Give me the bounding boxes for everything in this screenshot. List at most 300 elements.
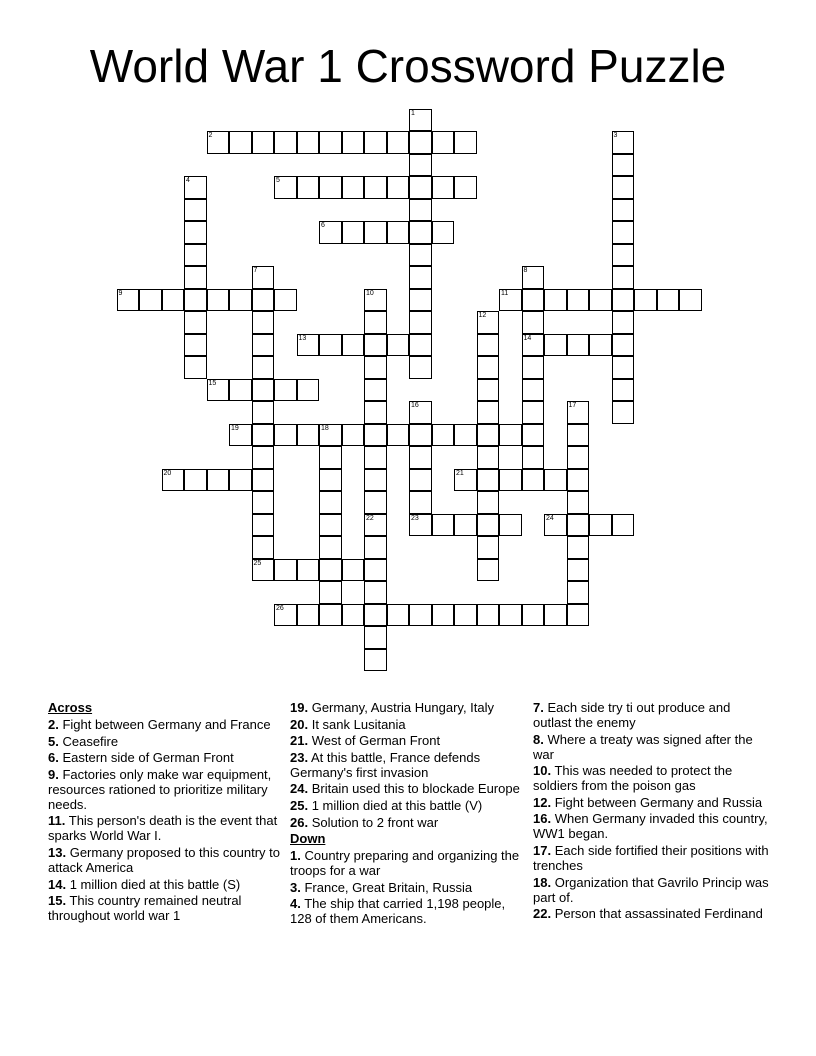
clue-item	[290, 733, 526, 748]
clue-number: 13.	[48, 844, 67, 860]
clue-item	[290, 896, 526, 926]
grid-cell[interactable]	[522, 401, 545, 424]
grid-cell[interactable]	[612, 176, 635, 199]
grid-cell[interactable]	[364, 649, 387, 672]
grid-cell[interactable]	[319, 469, 342, 492]
grid-cell[interactable]	[679, 289, 702, 312]
grid-cell[interactable]	[162, 469, 185, 492]
grid-cell[interactable]	[319, 559, 342, 582]
clue-item	[290, 848, 526, 878]
grid-cell[interactable]	[567, 581, 590, 604]
grid-cell[interactable]	[229, 469, 252, 492]
clue-item	[48, 845, 284, 875]
grid-cell[interactable]	[252, 266, 275, 289]
grid-cell[interactable]	[364, 401, 387, 424]
grid-cell[interactable]	[252, 446, 275, 469]
grid-cell[interactable]	[522, 311, 545, 334]
grid-cell[interactable]	[612, 266, 635, 289]
grid-cell[interactable]	[319, 221, 342, 244]
clue-number: 1.	[290, 848, 301, 864]
grid-cell[interactable]	[477, 401, 500, 424]
grid-cell[interactable]	[319, 514, 342, 537]
grid-cell[interactable]	[274, 559, 297, 582]
clue-item	[533, 906, 769, 921]
clue-item	[48, 877, 284, 892]
grid-cell[interactable]	[364, 514, 387, 537]
grid-cell[interactable]	[274, 379, 297, 402]
clue-text: This person's death is the event that sparks World War I.	[48, 813, 278, 844]
cell-number: 20	[163, 469, 172, 477]
clue-number: 3.	[290, 879, 301, 895]
grid-cell[interactable]	[567, 514, 590, 537]
grid-cell[interactable]	[522, 446, 545, 469]
grid-cell[interactable]	[612, 514, 635, 537]
grid-cell[interactable]	[342, 604, 365, 627]
grid-cell[interactable]	[499, 514, 522, 537]
grid-cell[interactable]	[612, 289, 635, 312]
clue-text: West of German Front	[311, 733, 441, 749]
grid-cell[interactable]	[454, 424, 477, 447]
grid-cell[interactable]	[612, 311, 635, 334]
cell-number: 17	[568, 402, 577, 409]
grid-cell[interactable]	[522, 379, 545, 402]
grid-cell[interactable]	[567, 559, 590, 582]
clue-item	[533, 811, 769, 841]
grid-cell[interactable]	[432, 131, 455, 154]
grid-cell[interactable]	[522, 334, 545, 357]
grid-cell[interactable]	[364, 311, 387, 334]
grid-cell[interactable]	[567, 401, 590, 424]
grid-cell[interactable]	[409, 356, 432, 379]
cell-number: 4	[186, 177, 190, 184]
grid-cell[interactable]	[612, 379, 635, 402]
grid-cell[interactable]	[567, 469, 590, 492]
clue-item	[290, 798, 526, 813]
grid-cell[interactable]	[274, 131, 297, 154]
grid-cell[interactable]	[162, 289, 185, 312]
grid-cell[interactable]	[139, 289, 162, 312]
grid-cell[interactable]	[409, 311, 432, 334]
clue-text: When Germany invaded this country, WW1 began.	[533, 811, 768, 842]
grid-cell[interactable]	[274, 176, 297, 199]
clue-text: Germany, Austria Hungary, Italy	[311, 700, 495, 715]
grid-cell[interactable]	[522, 424, 545, 447]
grid-cell[interactable]	[409, 424, 432, 447]
grid-cell[interactable]	[477, 559, 500, 582]
grid-cell[interactable]	[409, 199, 432, 222]
clue-text: 1 million died at this battle (V)	[311, 797, 483, 813]
grid-cell[interactable]	[297, 176, 320, 199]
grid-cell[interactable]	[252, 559, 275, 582]
clue-text: Person that assassinated Ferdinand	[554, 906, 763, 922]
grid-cell[interactable]	[409, 334, 432, 357]
clue-number: 9.	[48, 766, 59, 782]
grid-cell[interactable]	[499, 289, 522, 312]
clue-text: Where a treaty was signed after the war	[533, 731, 753, 762]
grid-cell[interactable]	[544, 514, 567, 537]
grid-cell[interactable]	[274, 289, 297, 312]
page-title: World War 1 Crossword Puzzle	[89, 40, 727, 92]
grid-cell[interactable]	[364, 446, 387, 469]
grid-cell[interactable]	[409, 266, 432, 289]
grid-cell[interactable]	[409, 131, 432, 154]
grid-cell[interactable]	[229, 131, 252, 154]
grid-cell[interactable]	[409, 604, 432, 627]
grid-cell[interactable]	[364, 176, 387, 199]
grid-cell[interactable]	[252, 289, 275, 312]
grid-cell[interactable]	[544, 334, 567, 357]
cell-number: 7	[253, 267, 258, 274]
clue-item	[48, 750, 284, 765]
grid-cell[interactable]	[387, 221, 410, 244]
clue-item	[48, 767, 284, 812]
clue-number: 22.	[533, 906, 552, 922]
grid-cell[interactable]	[522, 604, 545, 627]
grid-cell[interactable]	[252, 514, 275, 537]
clue-text: France, Great Britain, Russia	[304, 879, 473, 895]
cell-number: 13	[298, 334, 307, 342]
cell-number: 8	[523, 267, 528, 274]
grid-cell[interactable]	[567, 536, 590, 559]
clue-number: 15.	[48, 893, 67, 909]
grid-cell[interactable]	[432, 176, 455, 199]
grid-cell[interactable]	[297, 559, 320, 582]
clue-number: 8.	[533, 731, 544, 747]
cell-number: 14	[523, 334, 532, 342]
clue-item	[533, 732, 769, 762]
grid-cell[interactable]	[364, 559, 387, 582]
grid-cell[interactable]	[477, 311, 500, 334]
grid-cell[interactable]	[252, 536, 275, 559]
grid-cell[interactable]	[184, 199, 207, 222]
grid-cell[interactable]	[567, 446, 590, 469]
grid-cell[interactable]	[387, 131, 410, 154]
grid-cell[interactable]	[342, 221, 365, 244]
grid-cell[interactable]	[364, 491, 387, 514]
cell-number: 19	[231, 424, 239, 432]
grid-cell[interactable]	[544, 469, 567, 492]
grid-cell[interactable]	[409, 446, 432, 469]
grid-cell[interactable]	[409, 289, 432, 312]
grid-cell[interactable]	[409, 491, 432, 514]
grid-cell[interactable]	[364, 379, 387, 402]
grid-cell[interactable]	[319, 176, 342, 199]
grid-cell[interactable]	[477, 356, 500, 379]
grid-cell[interactable]	[184, 266, 207, 289]
grid-cell[interactable]	[567, 424, 590, 447]
grid-cell[interactable]	[432, 514, 455, 537]
grid-cell[interactable]	[477, 334, 500, 357]
grid-cell[interactable]	[612, 356, 635, 379]
clue-number: 10.	[533, 763, 552, 779]
grid-cell[interactable]	[454, 604, 477, 627]
grid-cell[interactable]	[409, 176, 432, 199]
grid-cell[interactable]	[522, 469, 545, 492]
grid-cell[interactable]	[567, 334, 590, 357]
grid-cell[interactable]	[184, 289, 207, 312]
clue-text: Each side try ti out produce and outlast the enemy	[533, 700, 731, 730]
grid-cell[interactable]	[387, 424, 410, 447]
grid-cell[interactable]	[297, 424, 320, 447]
grid-cell[interactable]	[612, 401, 635, 424]
grid-cell[interactable]	[364, 604, 387, 627]
clue-number: 4.	[290, 896, 301, 912]
down-heading: Down	[290, 831, 326, 847]
clue-column-2	[290, 700, 526, 928]
grid-cell[interactable]	[612, 131, 635, 154]
cell-number: 3	[613, 132, 618, 139]
grid-cell[interactable]	[342, 131, 365, 154]
grid-cell[interactable]	[297, 379, 320, 402]
grid-cell[interactable]	[342, 334, 365, 357]
grid-cell[interactable]	[184, 334, 207, 357]
clue-number: 5.	[48, 733, 59, 749]
cell-number: 12	[478, 312, 487, 319]
grid-cell[interactable]	[364, 626, 387, 649]
grid-cell[interactable]	[544, 604, 567, 627]
clue-item	[48, 893, 284, 923]
grid-cell[interactable]	[499, 469, 522, 492]
grid-cell[interactable]	[252, 401, 275, 424]
clue-text: Solution to 2 front war	[311, 814, 439, 830]
grid-cell[interactable]	[342, 176, 365, 199]
clue-number: 6.	[48, 750, 59, 766]
grid-cell[interactable]	[477, 424, 500, 447]
grid-cell[interactable]	[252, 424, 275, 447]
grid-cell[interactable]	[207, 131, 230, 154]
clue-item	[290, 781, 526, 796]
cell-number: 22	[366, 514, 374, 522]
grid-cell[interactable]	[319, 446, 342, 469]
grid-cell[interactable]	[207, 469, 230, 492]
grid-cell[interactable]	[477, 469, 500, 492]
grid-cell[interactable]	[387, 334, 410, 357]
clue-number: 11.	[48, 813, 66, 829]
grid-cell[interactable]	[522, 289, 545, 312]
clue-number: 20.	[290, 716, 309, 732]
grid-cell[interactable]	[252, 379, 275, 402]
grid-cell[interactable]	[477, 491, 500, 514]
grid-cell[interactable]	[567, 491, 590, 514]
grid-cell[interactable]	[634, 289, 657, 312]
clue-item	[290, 717, 526, 732]
clue-text: Each side fortified their positions with trenches	[533, 842, 769, 873]
grid-cell[interactable]	[364, 131, 387, 154]
grid-cell[interactable]	[409, 514, 432, 537]
clue-text: Fight between Germany and France	[62, 717, 271, 732]
clue-item	[533, 795, 769, 810]
grid-cell[interactable]	[252, 334, 275, 357]
clue-item	[48, 813, 284, 843]
cell-number: 23	[411, 514, 419, 522]
grid-cell[interactable]	[364, 469, 387, 492]
grid-cell[interactable]	[612, 221, 635, 244]
grid-cell[interactable]	[184, 176, 207, 199]
cell-number: 11	[501, 289, 509, 297]
clue-number: 25.	[290, 797, 309, 813]
clue-number: 18.	[533, 874, 552, 890]
clue-text: Britain used this to blockade Europe	[311, 781, 520, 797]
clue-item	[290, 815, 526, 830]
grid-cell[interactable]	[454, 131, 477, 154]
clue-text: Ceasefire	[62, 733, 119, 749]
clue-column-1	[48, 700, 284, 925]
grid-cell[interactable]	[319, 491, 342, 514]
clue-item	[533, 875, 769, 905]
grid-cell[interactable]	[252, 469, 275, 492]
grid-cell[interactable]	[589, 334, 612, 357]
grid-cell[interactable]	[319, 581, 342, 604]
grid-cell[interactable]	[477, 379, 500, 402]
clue-text: At this battle, France defends Germany's first invasion	[290, 749, 481, 780]
cell-number: 6	[321, 222, 325, 229]
clue-item	[533, 763, 769, 793]
grid-cell[interactable]	[477, 446, 500, 469]
grid-cell[interactable]	[364, 334, 387, 357]
clue-text: Germany proposed to this country to attack America	[48, 844, 280, 875]
grid-cell[interactable]	[499, 604, 522, 627]
cell-number: 5	[276, 177, 280, 184]
cell-number: 16	[411, 402, 419, 409]
grid-cell[interactable]	[589, 514, 612, 537]
grid-cell[interactable]	[342, 424, 365, 447]
grid-cell[interactable]	[612, 334, 635, 357]
grid-cell[interactable]	[409, 244, 432, 267]
cell-number: 9	[118, 289, 123, 297]
clue-item	[533, 700, 769, 730]
grid-cell[interactable]	[567, 604, 590, 627]
cell-number: 10	[366, 289, 374, 297]
grid-cell[interactable]	[409, 401, 432, 424]
grid-cell[interactable]	[252, 311, 275, 334]
cell-number: 25	[253, 559, 262, 567]
grid-cell[interactable]	[364, 356, 387, 379]
cell-number: 24	[546, 514, 554, 522]
grid-cell[interactable]	[364, 424, 387, 447]
clue-column-3	[533, 700, 769, 923]
clue-number: 24.	[290, 781, 309, 797]
grid-cell[interactable]	[499, 424, 522, 447]
clue-item	[533, 843, 769, 873]
grid-cell[interactable]	[184, 221, 207, 244]
grid-cell[interactable]	[522, 266, 545, 289]
across-heading: Across	[48, 700, 93, 715]
grid-cell[interactable]	[297, 604, 320, 627]
grid-cell[interactable]	[117, 289, 140, 312]
grid-cell[interactable]	[364, 289, 387, 312]
grid-cell[interactable]	[252, 491, 275, 514]
grid-cell[interactable]	[274, 424, 297, 447]
grid-cell[interactable]	[297, 131, 320, 154]
clue-number: 16.	[533, 811, 552, 827]
grid-cell[interactable]	[589, 289, 612, 312]
grid-cell[interactable]	[409, 469, 432, 492]
grid-cell[interactable]	[184, 311, 207, 334]
grid-cell[interactable]	[612, 244, 635, 267]
grid-cell[interactable]	[184, 244, 207, 267]
clue-number: 19.	[290, 700, 309, 715]
clue-number: 7.	[533, 700, 544, 715]
grid-cell[interactable]	[432, 221, 455, 244]
cell-number: 18	[321, 424, 329, 432]
grid-cell[interactable]	[207, 379, 230, 402]
clue-text: Fight between Germany and Russia	[554, 794, 763, 810]
clue-item	[48, 717, 284, 732]
grid-cell[interactable]	[319, 536, 342, 559]
grid-cell[interactable]	[432, 604, 455, 627]
grid-cell[interactable]	[319, 131, 342, 154]
clue-text: This country remained neutral throughout world war 1	[48, 893, 242, 924]
grid-cell[interactable]	[387, 604, 410, 627]
grid-cell[interactable]	[319, 604, 342, 627]
grid-cell[interactable]	[567, 289, 590, 312]
grid-cell[interactable]	[544, 289, 567, 312]
grid-cell[interactable]	[364, 536, 387, 559]
grid-cell[interactable]	[387, 176, 410, 199]
cell-number: 21	[456, 469, 464, 477]
clue-text: Organization that Gavrilo Princip was part of.	[533, 874, 769, 905]
clue-number: 21.	[290, 733, 309, 749]
clue-item	[290, 880, 526, 895]
grid-cell[interactable]	[184, 356, 207, 379]
cell-number: 1	[411, 109, 415, 117]
grid-cell[interactable]	[477, 514, 500, 537]
grid-cell[interactable]	[319, 334, 342, 357]
grid-cell[interactable]	[454, 176, 477, 199]
grid-cell[interactable]	[477, 536, 500, 559]
clue-number: 2.	[48, 717, 59, 732]
grid-cell[interactable]	[229, 289, 252, 312]
grid-cell[interactable]	[522, 356, 545, 379]
grid-cell[interactable]	[657, 289, 680, 312]
grid-cell[interactable]	[409, 154, 432, 177]
grid-cell[interactable]	[364, 221, 387, 244]
grid-cell[interactable]	[612, 199, 635, 222]
clue-item	[48, 734, 284, 749]
grid-cell[interactable]	[342, 559, 365, 582]
clue-text: 1 million died at this battle (S)	[69, 876, 241, 892]
grid-cell[interactable]	[432, 424, 455, 447]
clue-number: 23.	[290, 749, 309, 765]
grid-cell[interactable]	[274, 604, 297, 627]
clue-text: Country preparing and organizing the troops for a war	[290, 848, 520, 879]
grid-cell[interactable]	[319, 424, 342, 447]
grid-cell[interactable]	[252, 356, 275, 379]
clue-text: Eastern side of German Front	[62, 750, 234, 766]
grid-cell[interactable]	[297, 334, 320, 357]
grid-cell[interactable]	[229, 424, 252, 447]
grid-cell[interactable]	[364, 581, 387, 604]
cell-number: 26	[276, 604, 284, 612]
clue-text: Factories only make war equipment, resources rationed to prioritize military needs.	[48, 766, 272, 812]
grid-cell[interactable]	[229, 379, 252, 402]
clue-number: 17.	[533, 842, 552, 858]
clue-text: It sank Lusitania	[311, 716, 406, 732]
cell-number: 15	[208, 379, 217, 387]
clue-item	[290, 700, 526, 715]
grid-cell[interactable]	[612, 154, 635, 177]
grid-cell[interactable]	[252, 131, 275, 154]
grid-cell[interactable]	[477, 604, 500, 627]
grid-cell[interactable]	[409, 221, 432, 244]
clue-item	[290, 750, 526, 780]
clue-number: 26.	[290, 814, 309, 830]
grid-cell[interactable]	[184, 469, 207, 492]
grid-cell[interactable]	[454, 469, 477, 492]
grid-cell[interactable]	[207, 289, 230, 312]
grid-cell[interactable]	[454, 514, 477, 537]
grid-cell[interactable]	[409, 109, 432, 132]
